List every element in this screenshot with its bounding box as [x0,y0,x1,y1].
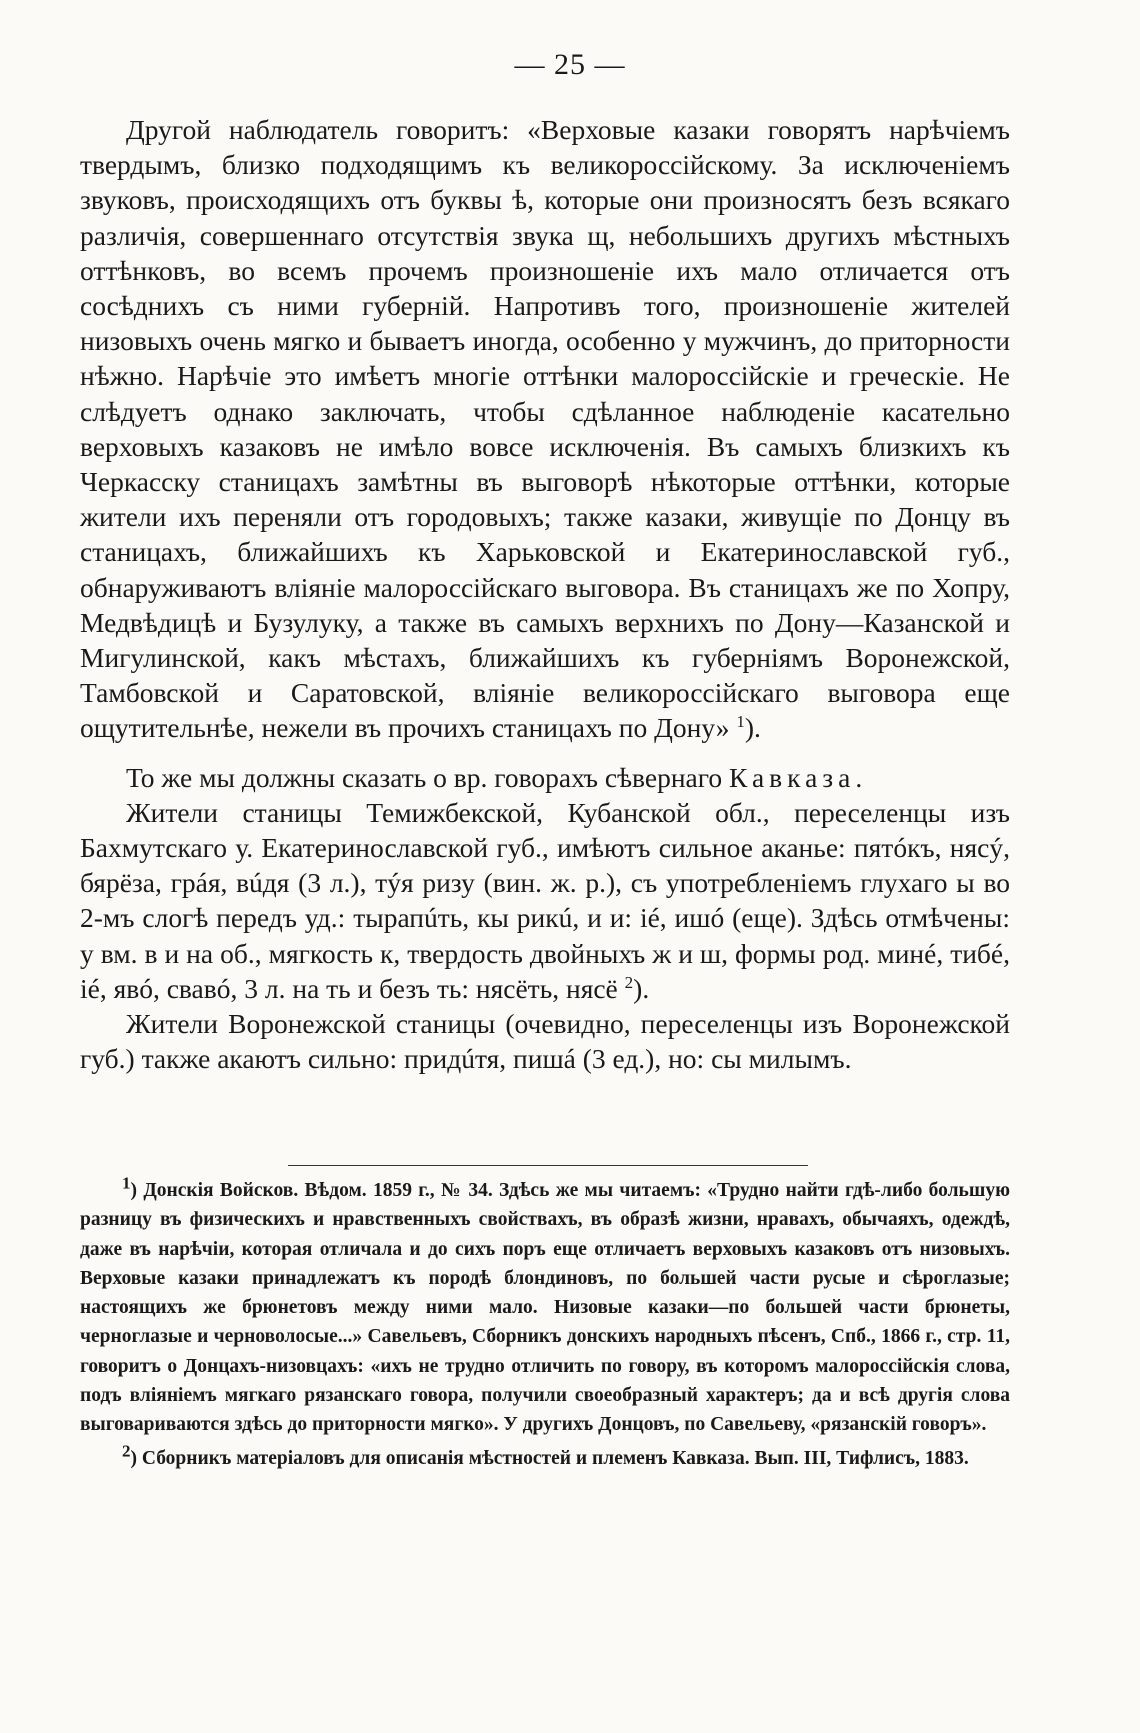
paragraph-3-end: ). [633,972,650,1004]
paragraph-2 [80,760,1010,795]
page-number: — 25 — [514,48,626,81]
footnote-2 [80,1441,1010,1473]
footnotes [80,1173,1010,1473]
footnote-divider [288,1165,808,1166]
footnote-1-text: ) Донскія Войсков. Вѣдом. 1859 г., № 34. Здѣсь же мы читаемъ: «Трудно найти гдѣ-либо большую разницу въ физическихъ и нравственныхъ свойствахъ, въ образѣ жизни, нравахъ, обычаяхъ, одеждѣ, даже въ нарѣчіи, которая отличала и до сихъ поръ еще отличаетъ верховыхъ казаковъ отъ низовыхъ. Верховые казаки принадлежатъ къ породѣ блондиновъ, по большей части русые и сѣроглазые; настоящихъ же брюнетовъ между ними мало. Низовые казаки—по большей части брюнеты, черноглазые и черноволосые...» Савельевъ, Сборникъ донскихъ народныхъ пѣсенъ, Спб., 1866 г., стр. 11, говоритъ о Донцахъ-низовцахъ: «ихъ не трудно отличить по говору, въ которомъ малороссійскія слова, подъ вліяніемъ мягкаго рязанскаго говора, получили своеобразный характеръ; да и всѣ другія слова выговариваются здѣсь до приторности мягко». У другихъ Донцовъ, по Савельеву, «рязанскій говоръ». [80,1180,1010,1436]
caucasus-spaced-word: Кавказа [728,761,856,793]
footnote-2-mark: 2 [122,1441,131,1461]
footnote-1 [80,1173,1010,1440]
footnote-ref-2: 2 [624,972,634,992]
paragraph-1 [80,112,1010,746]
paragraph-1-text: Другой наблюдатель говоритъ: «Верховые казаки говорятъ нарѣчіемъ твердымъ, близко подходящимъ къ великороссійскому. За исключеніемъ звуковъ, происходящихъ отъ буквы ѣ, которые они произносятъ безъ всякаго различія, совершеннаго отсутствія звука щ, небольшихъ другихъ мѣстныхъ оттѣнковъ, во всемъ прочемъ произношеніе ихъ мало отличается отъ сосѣднихъ съ ними губерній. Напротивъ того, произношеніе жителей низовыхъ очень мягко и бываетъ иногда, особенно у мужчинъ, до приторности нѣжно. Нарѣчіе это имѣетъ многіе оттѣнки малороссійскіе и греческіе. Не слѣдуетъ однако заключать, чтобы сдѣланное наблюденіе касательно верховыхъ казаковъ не имѣло вовсе исключенія. Въ самыхъ близкихъ къ Черкасску станицахъ замѣтны въ выговорѣ нѣкоторые оттѣнки, которые жители ихъ переняли отъ городовыхъ; также казаки, живущіе по Донцу въ станицахъ, ближайшихъ къ Харьковской и Екатеринославской губ., обнаруживаютъ вліяніе малороссійскаго выговора. Въ станицахъ же по Хопру, Медвѣдицѣ и Бузулуку, а также въ самыхъ верхнихъ по Дону—Казанской и Мигулинской, какъ мѣстахъ, ближайшихъ къ губерніямъ Воронежской, Тамбовской и Саратовской, вліяніе великороссійскаго выговора еще ощутительнѣе, нежели въ прочихъ станицахъ по Дону» [80,114,1010,744]
paragraph-1-end: ). [744,712,761,744]
paragraph-2-text: То же мы должны сказать о вр. говорахъ сѣвернаго [126,761,729,793]
footnote-2-text: ) Сборникъ матеріаловъ для описанія мѣстностей и племенъ Кавказа. Вып. III, Тифлисъ, 1883. [130,1447,969,1469]
footnote-ref-1: 1 [736,712,745,732]
paragraph-4: Жители Воронежской станицы (очевидно, переселенцы изъ Воронежской губ.) также акаютъ сильно: придúтя, пишá (3 ед.), но: сы милымъ. [80,1008,1010,1075]
footnote-1-mark: 1 [122,1173,131,1193]
paragraph-3 [80,795,1010,1006]
paragraph-2-end: . [855,761,863,793]
paragraph-3-text: Жители станицы Темижбекской, Кубанской обл., переселенцы изъ Бахмутскаго у. Екатеринославской губ., имѣютъ сильное аканье: пятóкъ, нясý, бярёза, грáя, вúдя (3 л.), тýя ризу (вин. ж. р.), съ употребленіемъ глухаго ы во 2-мъ слогѣ передъ уд.: тырапúть, кы рикú, и и: іé, ишó (еще). Здѣсь отмѣчены: у вм. в и на об., мягкость к, твердость двойныхъ ж и ш, формы род. минé, тибé, іé, явó, свавó, 3 л. на ть и безъ ть: нясёть, нясё [80,796,1010,1004]
main-text [80,112,1010,1076]
